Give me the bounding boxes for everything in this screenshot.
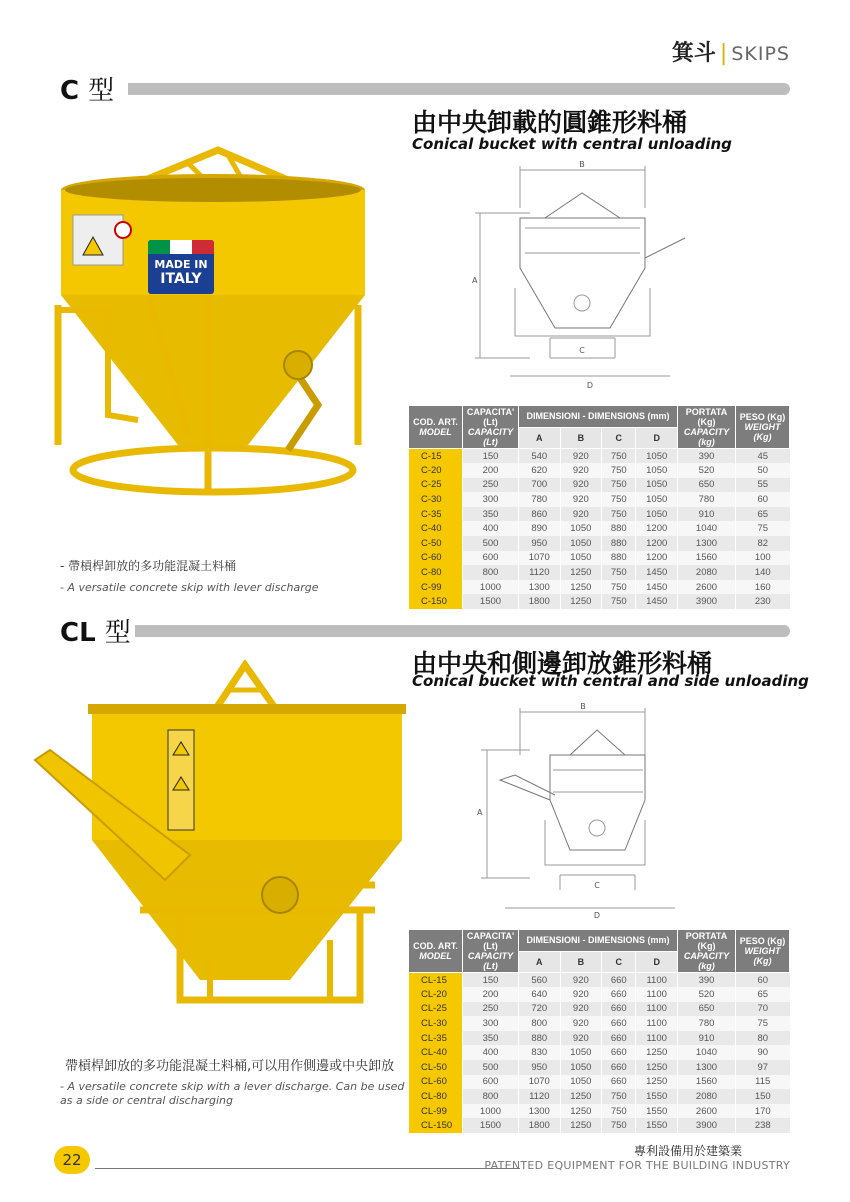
value-cell: 150	[736, 1089, 790, 1104]
value-cell: 50	[736, 463, 790, 478]
value-cell: 390	[678, 973, 736, 988]
dim-label-a: A	[472, 276, 478, 285]
value-cell: 750	[602, 492, 636, 507]
footer-text-en: PATENTED EQUIPMENT FOR THE BUILDING INDUSTRY	[484, 1159, 790, 1172]
cl-dim-label-d: D	[593, 911, 601, 920]
value-cell: 1050	[636, 478, 678, 493]
table-row	[409, 449, 790, 464]
value-cell: 1100	[636, 1031, 678, 1046]
section-c-code: C	[60, 76, 80, 106]
cl-h-cap-sub: CAPACITY (Lt)	[467, 951, 514, 971]
h-model-sub: MODEL	[419, 427, 452, 437]
table-row	[409, 463, 790, 478]
value-cell: 1550	[636, 1104, 678, 1119]
value-cell: 160	[736, 580, 790, 595]
model-cell: CL-35	[409, 1031, 463, 1046]
cl-description-zh: 帶槓桿卸放的多功能混凝土料桶,可以用作側邊或中央卸放	[65, 1059, 395, 1074]
value-cell: 1250	[560, 1118, 602, 1133]
table-row	[409, 1089, 790, 1104]
table-row	[409, 594, 790, 609]
value-cell: 1050	[560, 1075, 602, 1090]
table-row	[409, 580, 790, 595]
cl-h-model: COD. ART.	[413, 941, 458, 951]
value-cell: 1120	[519, 1089, 561, 1104]
value-cell: 1100	[636, 973, 678, 988]
value-cell: 2600	[678, 1104, 736, 1119]
section-c-label	[60, 70, 114, 107]
table-row	[409, 1045, 790, 1060]
value-cell: 1300	[678, 536, 736, 551]
value-cell: 780	[678, 492, 736, 507]
value-cell: 1050	[560, 551, 602, 566]
value-cell: 750	[602, 463, 636, 478]
value-cell: 660	[602, 1045, 636, 1060]
cl-dim-label-a: A	[477, 808, 483, 817]
value-cell: 80	[736, 1031, 790, 1046]
value-cell: 1800	[519, 1118, 561, 1133]
value-cell: 880	[602, 521, 636, 536]
badge-line2: ITALY	[160, 271, 202, 287]
value-cell: 1250	[560, 565, 602, 580]
value-cell: 520	[678, 987, 736, 1002]
value-cell: 1250	[560, 1089, 602, 1104]
value-cell: 560	[519, 973, 561, 988]
value-cell: 100	[736, 551, 790, 566]
value-cell: 300	[463, 492, 519, 507]
value-cell: 1100	[636, 987, 678, 1002]
value-cell: 1500	[463, 594, 519, 609]
value-cell: 1050	[636, 507, 678, 522]
value-cell: 750	[602, 580, 636, 595]
value-cell: 70	[736, 1002, 790, 1017]
value-cell: 750	[602, 478, 636, 493]
category-en: SKIPS	[731, 43, 790, 65]
footer-text-zh: 專利設備用於建築業	[633, 1144, 742, 1158]
col-model-header	[409, 406, 463, 449]
value-cell: 1300	[678, 1060, 736, 1075]
value-cell: 1050	[560, 536, 602, 551]
value-cell: 400	[463, 1045, 519, 1060]
value-cell: 1250	[636, 1060, 678, 1075]
value-cell: 880	[602, 551, 636, 566]
col-capacity-header	[463, 406, 519, 449]
value-cell: 660	[602, 1075, 636, 1090]
h-peso: PESO (Kg)	[739, 412, 786, 422]
made-in-italy-badge	[148, 240, 214, 294]
table-row	[409, 478, 790, 493]
section-cl-title-en: Conical bucket with central and side unloading	[412, 672, 809, 690]
value-cell: 920	[560, 973, 602, 988]
value-cell: 750	[602, 565, 636, 580]
col-portata-header	[678, 406, 736, 449]
model-cell: C-60	[409, 551, 463, 566]
section-c-bar	[128, 83, 790, 95]
value-cell: 1550	[636, 1089, 678, 1104]
value-cell: 640	[519, 987, 561, 1002]
model-cell: C-50	[409, 536, 463, 551]
h-port: PORTATA (Kg)	[685, 407, 728, 427]
value-cell: 1450	[636, 580, 678, 595]
h-port-sub: CAPACITY (kg)	[683, 427, 730, 447]
cl-h-model-sub: MODEL	[419, 951, 452, 961]
table-row	[409, 1002, 790, 1017]
table-row	[409, 1016, 790, 1031]
value-cell: 2080	[678, 1089, 736, 1104]
dim-col-b: B	[560, 427, 602, 449]
dim-label-d: D	[586, 381, 594, 390]
cl-bucket-image	[30, 660, 410, 1020]
value-cell: 920	[560, 492, 602, 507]
category-zh: 箕斗	[671, 41, 716, 66]
value-cell: 1560	[678, 551, 736, 566]
model-cell: C-150	[409, 594, 463, 609]
c-description-en: - A versatile concrete skip with lever discharge	[60, 581, 319, 594]
value-cell: 920	[560, 507, 602, 522]
value-cell: 1050	[636, 463, 678, 478]
value-cell: 660	[602, 1060, 636, 1075]
value-cell: 1120	[519, 565, 561, 580]
value-cell: 920	[560, 478, 602, 493]
value-cell: 350	[463, 507, 519, 522]
value-cell: 750	[602, 449, 636, 464]
value-cell: 1250	[560, 594, 602, 609]
table-row	[409, 1031, 790, 1046]
value-cell: 780	[519, 492, 561, 507]
value-cell: 750	[602, 507, 636, 522]
cl-col-portata-header	[678, 930, 736, 973]
value-cell: 1040	[678, 521, 736, 536]
value-cell: 1200	[636, 551, 678, 566]
value-cell: 720	[519, 1002, 561, 1017]
value-cell: 920	[560, 1031, 602, 1046]
table-row	[409, 492, 790, 507]
value-cell: 660	[602, 973, 636, 988]
value-cell: 800	[463, 1089, 519, 1104]
value-cell: 75	[736, 1016, 790, 1031]
cl-h-port: PORTATA (Kg)	[685, 931, 728, 951]
value-cell: 750	[602, 1104, 636, 1119]
value-cell: 650	[678, 478, 736, 493]
model-cell: C-30	[409, 492, 463, 507]
value-cell: 230	[736, 594, 790, 609]
value-cell: 75	[736, 521, 790, 536]
value-cell: 1560	[678, 1075, 736, 1090]
value-cell: 1200	[636, 536, 678, 551]
section-cl-title-zh: 由中央和側邊卸放錐形料桶	[412, 649, 713, 678]
value-cell: 1250	[560, 1104, 602, 1119]
value-cell: 3900	[678, 594, 736, 609]
value-cell: 65	[736, 987, 790, 1002]
value-cell: 800	[519, 1016, 561, 1031]
value-cell: 55	[736, 478, 790, 493]
section-cl-label	[60, 612, 131, 649]
c-description-zh: - 帶槓桿卸放的多功能混凝土料桶	[60, 559, 237, 573]
value-cell: 65	[736, 507, 790, 522]
dim-col-a: A	[519, 427, 561, 449]
cl-dim-col-a: A	[519, 951, 561, 973]
value-cell: 1100	[636, 1002, 678, 1017]
model-cell: C-80	[409, 565, 463, 580]
model-cell: CL-80	[409, 1089, 463, 1104]
value-cell: 500	[463, 1060, 519, 1075]
cl-col-peso-header	[736, 930, 790, 973]
c-technical-drawing	[470, 158, 695, 390]
value-cell: 600	[463, 551, 519, 566]
section-cl-suffix: 型	[104, 618, 131, 648]
cl-h-peso-sub: WEIGHT (Kg)	[744, 946, 781, 966]
value-cell: 780	[678, 1016, 736, 1031]
value-cell: 920	[560, 449, 602, 464]
value-cell: 150	[463, 973, 519, 988]
section-c-title-zh: 由中央卸載的圓錐形料桶	[412, 108, 688, 137]
value-cell: 920	[560, 1016, 602, 1031]
value-cell: 1450	[636, 565, 678, 580]
value-cell: 500	[463, 536, 519, 551]
cl-col-dim-header: DIMENSIONI - DIMENSIONS (mm)	[519, 930, 678, 952]
value-cell: 250	[463, 1002, 519, 1017]
value-cell: 950	[519, 1060, 561, 1075]
model-cell: CL-60	[409, 1075, 463, 1090]
value-cell: 800	[463, 565, 519, 580]
value-cell: 1250	[636, 1045, 678, 1060]
value-cell: 390	[678, 449, 736, 464]
value-cell: 1040	[678, 1045, 736, 1060]
table-row	[409, 521, 790, 536]
cl-dim-col-d: D	[636, 951, 678, 973]
value-cell: 540	[519, 449, 561, 464]
model-cell: CL-40	[409, 1045, 463, 1060]
dim-label-c: C	[579, 346, 585, 355]
model-cell: CL-25	[409, 1002, 463, 1017]
model-cell: C-40	[409, 521, 463, 536]
cl-dim-label-c: C	[594, 881, 600, 890]
category-separator: |	[719, 41, 728, 66]
cl-spec-table	[408, 929, 790, 1133]
value-cell: 910	[678, 507, 736, 522]
value-cell: 1000	[463, 580, 519, 595]
value-cell: 660	[602, 1016, 636, 1031]
value-cell: 650	[678, 1002, 736, 1017]
table-row	[409, 536, 790, 551]
model-cell: CL-30	[409, 1016, 463, 1031]
model-cell: CL-150	[409, 1118, 463, 1133]
value-cell: 910	[678, 1031, 736, 1046]
value-cell: 880	[519, 1031, 561, 1046]
value-cell: 1000	[463, 1104, 519, 1119]
value-cell: 860	[519, 507, 561, 522]
model-cell: C-25	[409, 478, 463, 493]
value-cell: 350	[463, 1031, 519, 1046]
dim-col-d: D	[636, 427, 678, 449]
table-row	[409, 565, 790, 580]
value-cell: 250	[463, 478, 519, 493]
h-model: COD. ART.	[413, 417, 458, 427]
value-cell: 400	[463, 521, 519, 536]
footer-rule	[95, 1168, 520, 1169]
value-cell: 750	[602, 1089, 636, 1104]
value-cell: 1300	[519, 580, 561, 595]
dim-col-c: C	[602, 427, 636, 449]
cl-col-capacity-header	[463, 930, 519, 973]
value-cell: 700	[519, 478, 561, 493]
model-cell: C-99	[409, 580, 463, 595]
value-cell: 920	[560, 463, 602, 478]
page-number: 22	[54, 1146, 90, 1174]
page-category	[672, 36, 790, 67]
cl-dim-label-b: B	[580, 702, 586, 711]
value-cell: 1250	[636, 1075, 678, 1090]
section-c-title-en: Conical bucket with central unloading	[412, 135, 732, 153]
value-cell: 200	[463, 463, 519, 478]
h-peso-sub: WEIGHT (Kg)	[744, 422, 781, 442]
value-cell: 1050	[560, 521, 602, 536]
value-cell: 1500	[463, 1118, 519, 1133]
cl-h-cap: CAPACITA' (Lt)	[466, 931, 515, 951]
value-cell: 880	[602, 536, 636, 551]
h-cap: CAPACITA' (Lt)	[466, 407, 515, 427]
value-cell: 1050	[636, 492, 678, 507]
value-cell: 97	[736, 1060, 790, 1075]
table-row	[409, 973, 790, 988]
value-cell: 750	[602, 594, 636, 609]
col-peso-header	[736, 406, 790, 449]
value-cell: 150	[463, 449, 519, 464]
cl-technical-drawing	[475, 700, 690, 922]
value-cell: 1070	[519, 551, 561, 566]
value-cell: 2080	[678, 565, 736, 580]
cl-dim-col-b: B	[560, 951, 602, 973]
value-cell: 830	[519, 1045, 561, 1060]
value-cell: 520	[678, 463, 736, 478]
table-row	[409, 1075, 790, 1090]
section-cl-bar	[135, 625, 790, 637]
cl-description-en: - A versatile concrete skip with a lever discharge. Can be used as a side or central discharging	[60, 1080, 405, 1107]
model-cell: C-35	[409, 507, 463, 522]
value-cell: 1070	[519, 1075, 561, 1090]
value-cell: 1050	[560, 1045, 602, 1060]
table-row	[409, 507, 790, 522]
value-cell: 60	[736, 492, 790, 507]
cl-h-port-sub: CAPACITY (kg)	[683, 951, 730, 971]
model-cell: C-20	[409, 463, 463, 478]
value-cell: 200	[463, 987, 519, 1002]
c-bucket-image	[48, 145, 368, 500]
model-cell: C-15	[409, 449, 463, 464]
value-cell: 170	[736, 1104, 790, 1119]
value-cell: 750	[602, 1118, 636, 1133]
value-cell: 82	[736, 536, 790, 551]
value-cell: 660	[602, 987, 636, 1002]
value-cell: 1250	[560, 580, 602, 595]
table-row	[409, 987, 790, 1002]
value-cell: 950	[519, 536, 561, 551]
value-cell: 660	[602, 1031, 636, 1046]
c-spec-table	[408, 405, 790, 609]
value-cell: 115	[736, 1075, 790, 1090]
value-cell: 1100	[636, 1016, 678, 1031]
badge-line1: MADE IN	[154, 258, 208, 271]
value-cell: 600	[463, 1075, 519, 1090]
section-c-suffix: 型	[88, 76, 115, 106]
value-cell: 140	[736, 565, 790, 580]
table-row	[409, 1060, 790, 1075]
value-cell: 920	[560, 987, 602, 1002]
table-row	[409, 1104, 790, 1119]
value-cell: 1200	[636, 521, 678, 536]
h-cap-sub: CAPACITY (Lt)	[467, 427, 514, 447]
value-cell: 1050	[560, 1060, 602, 1075]
value-cell: 1450	[636, 594, 678, 609]
dim-label-b: B	[579, 160, 585, 169]
value-cell: 1800	[519, 594, 561, 609]
value-cell: 3900	[678, 1118, 736, 1133]
cl-dim-col-c: C	[602, 951, 636, 973]
value-cell: 890	[519, 521, 561, 536]
value-cell: 1300	[519, 1104, 561, 1119]
model-cell: CL-20	[409, 987, 463, 1002]
value-cell: 660	[602, 1002, 636, 1017]
value-cell: 1050	[636, 449, 678, 464]
value-cell: 920	[560, 1002, 602, 1017]
value-cell: 45	[736, 449, 790, 464]
value-cell: 90	[736, 1045, 790, 1060]
table-row	[409, 1118, 790, 1133]
value-cell: 620	[519, 463, 561, 478]
model-cell: CL-99	[409, 1104, 463, 1119]
value-cell: 300	[463, 1016, 519, 1031]
value-cell: 1550	[636, 1118, 678, 1133]
cl-col-model-header	[409, 930, 463, 973]
col-dim-header: DIMENSIONI - DIMENSIONS (mm)	[519, 406, 678, 428]
section-cl-code: CL	[60, 618, 96, 648]
cl-h-peso: PESO (Kg)	[739, 936, 786, 946]
value-cell: 60	[736, 973, 790, 988]
model-cell: CL-50	[409, 1060, 463, 1075]
value-cell: 2600	[678, 580, 736, 595]
value-cell: 238	[736, 1118, 790, 1133]
model-cell: CL-15	[409, 973, 463, 988]
table-row	[409, 551, 790, 566]
